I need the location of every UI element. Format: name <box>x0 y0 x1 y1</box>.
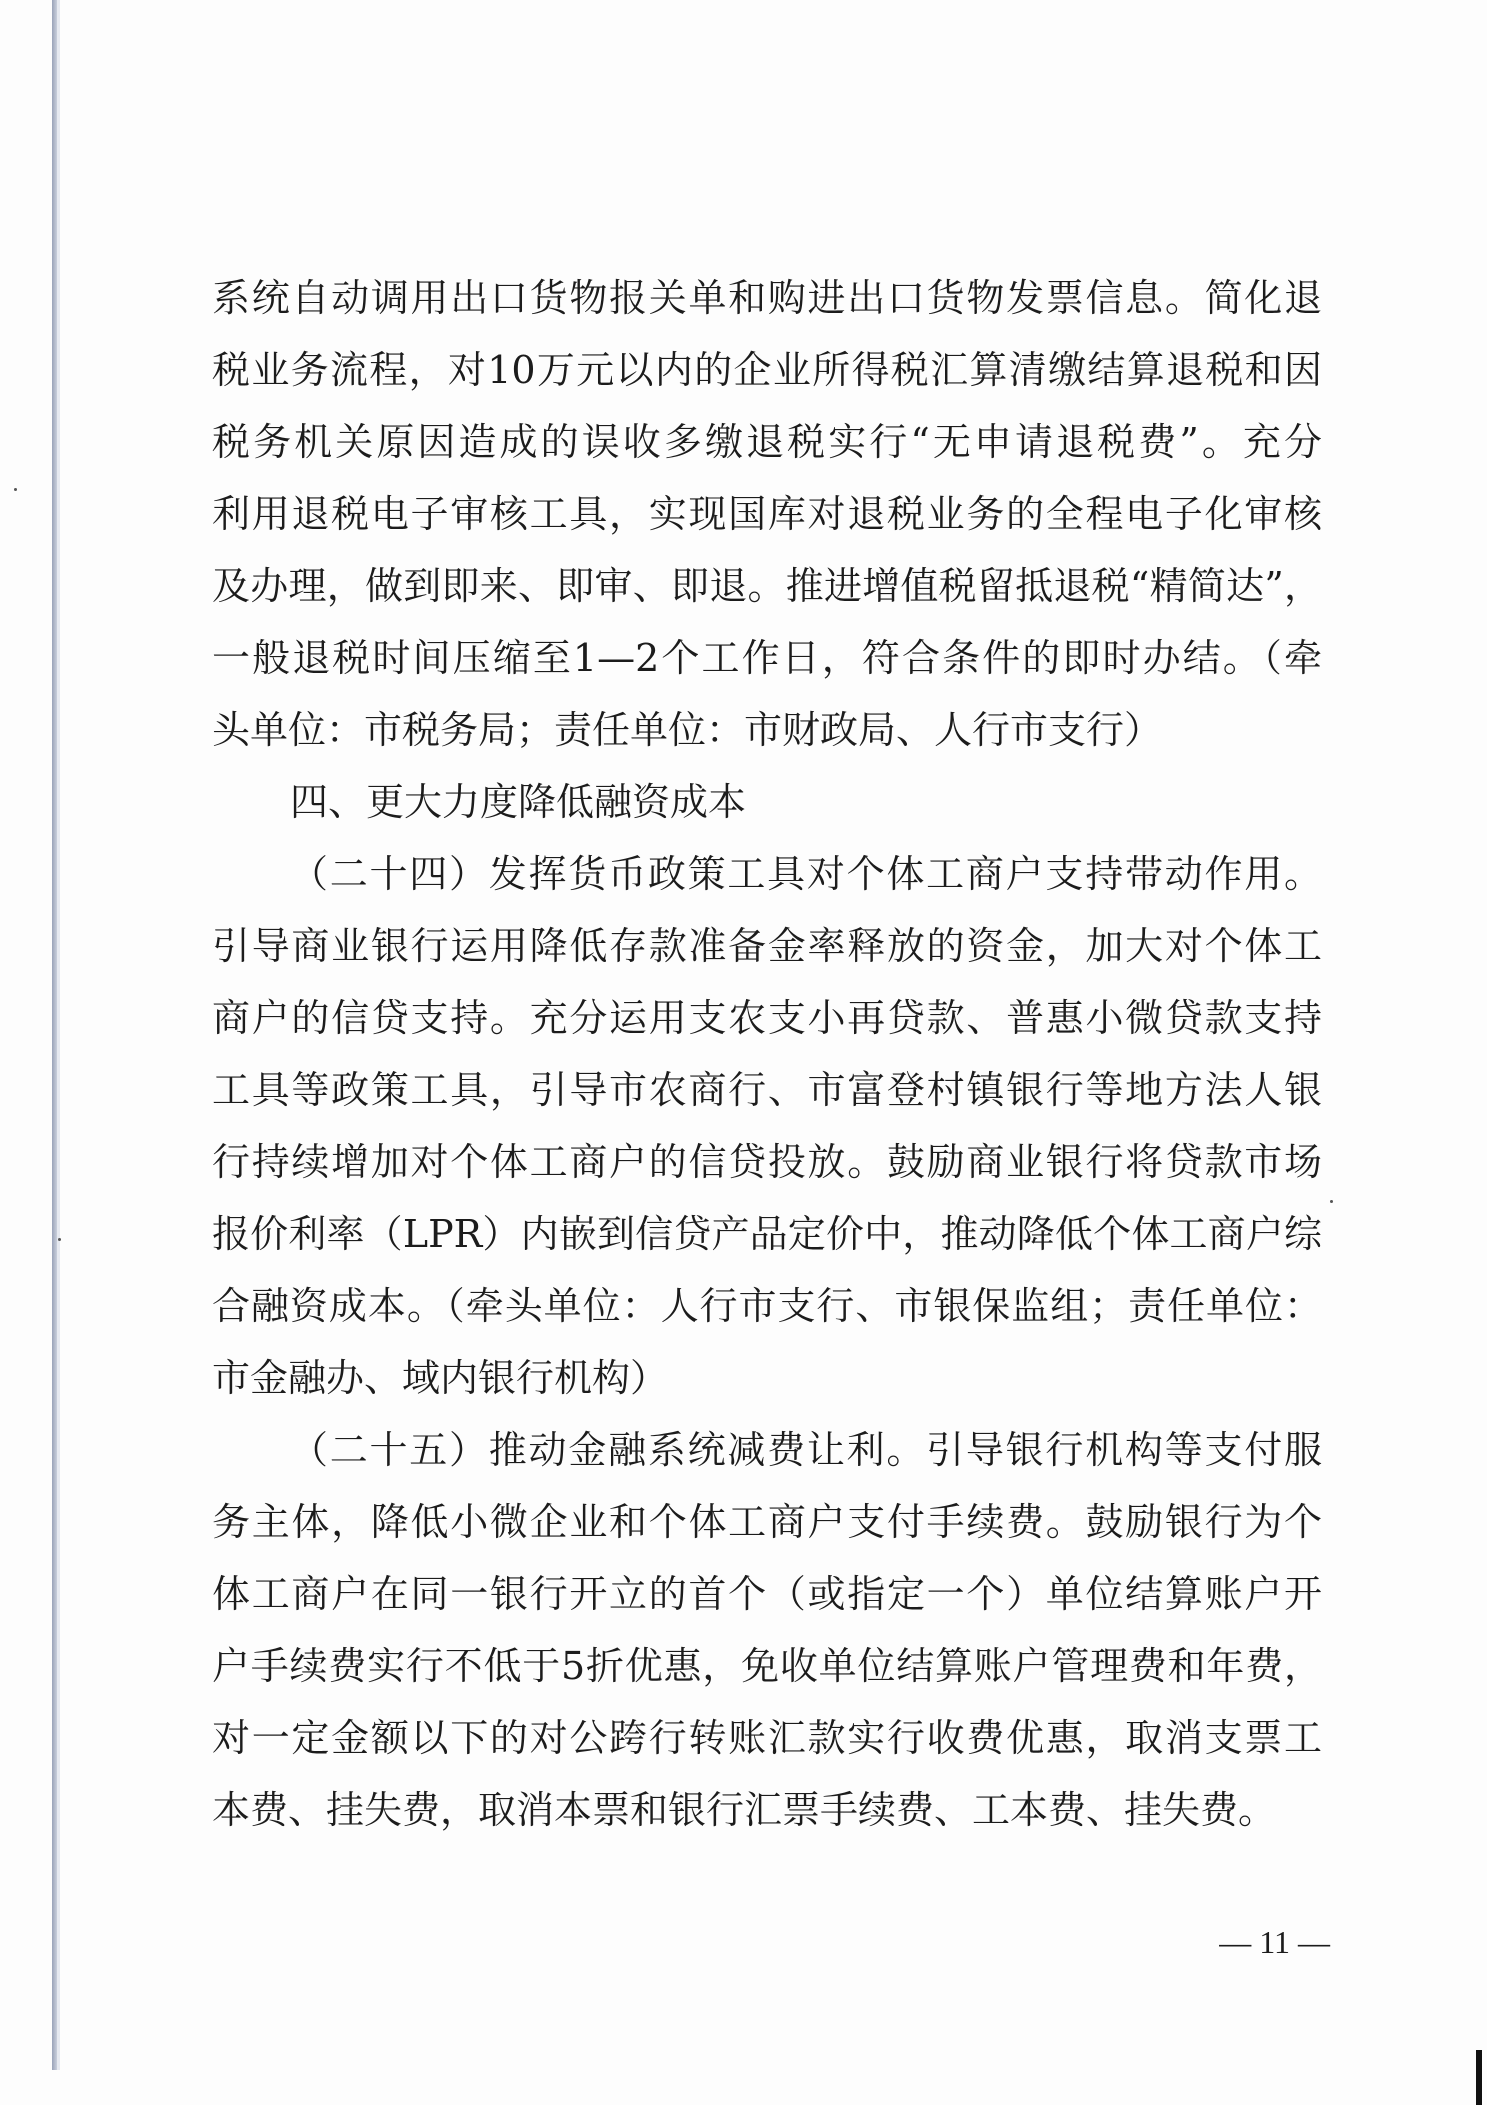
scan-speck <box>58 1238 61 1241</box>
text-line: 利用退税电子审核工具，实现国库对退税业务的全程电子化审核 <box>212 492 1322 536</box>
binding-edge-shadow <box>57 0 60 2070</box>
text-line: 税业务流程，对10万元以内的企业所得税汇算清缴结算退税和因 <box>212 348 1322 392</box>
text-line: 务主体，降低小微企业和个体工商户支付手续费。鼓励银行为个 <box>212 1500 1322 1544</box>
page-number: — 11 — <box>1219 1924 1330 1960</box>
scan-speck <box>14 488 17 491</box>
body-text <box>212 262 1322 1846</box>
text-line: 引导商业银行运用降低存款准备金率释放的资金，加大对个体工 <box>212 924 1322 968</box>
scan-edge-mark <box>1476 2050 1482 2105</box>
text-line: 行持续增加对个体工商户的信贷投放。鼓励商业银行将贷款市场 <box>212 1140 1322 1184</box>
section-heading: 四、更大力度降低融资成本 <box>290 780 747 824</box>
text-line: 一般退税时间压缩至1—2个工作日，符合条件的即时办结。（牵 <box>212 636 1322 680</box>
text-line: 税务机关原因造成的误收多缴退税实行“无申请退税费”。充分 <box>212 420 1322 464</box>
text-line: 工具等政策工具，引导市农商行、市富登村镇银行等地方法人银 <box>212 1068 1322 1112</box>
text-line: 体工商户在同一银行开立的首个（或指定一个）单位结算账户开 <box>212 1572 1322 1616</box>
text-line: 及办理，做到即来、即审、即退。推进增值税留抵退税“精简达”， <box>212 564 1322 608</box>
text-line: 合融资成本。（牵头单位：人行市支行、市银保监组；责任单位： <box>212 1284 1322 1328</box>
text-line: 本费、挂失费，取消本票和银行汇票手续费、工本费、挂失费。 <box>212 1788 1277 1832</box>
scan-speck <box>1330 1200 1333 1203</box>
text-line: 系统自动调用出口货物报关单和购进出口货物发票信息。简化退 <box>212 276 1322 320</box>
text-line: 报价利率（LPR）内嵌到信贷产品定价中，推动降低个体工商户综 <box>212 1212 1322 1256</box>
text-line: 头单位：市税务局；责任单位：市财政局、人行市支行） <box>212 708 1163 752</box>
text-line: 商户的信贷支持。充分运用支农支小再贷款、普惠小微贷款支持 <box>212 996 1322 1040</box>
text-line: （二十四）发挥货币政策工具对个体工商户支持带动作用。 <box>290 852 1322 896</box>
text-line: 户手续费实行不低于5折优惠，免收单位结算账户管理费和年费， <box>212 1644 1322 1688</box>
text-line: 对一定金额以下的对公跨行转账汇款实行收费优惠，取消支票工 <box>212 1716 1322 1760</box>
text-line: 市金融办、域内银行机构） <box>212 1356 669 1400</box>
text-line: （二十五）推动金融系统减费让利。引导银行机构等支付服 <box>290 1428 1322 1472</box>
